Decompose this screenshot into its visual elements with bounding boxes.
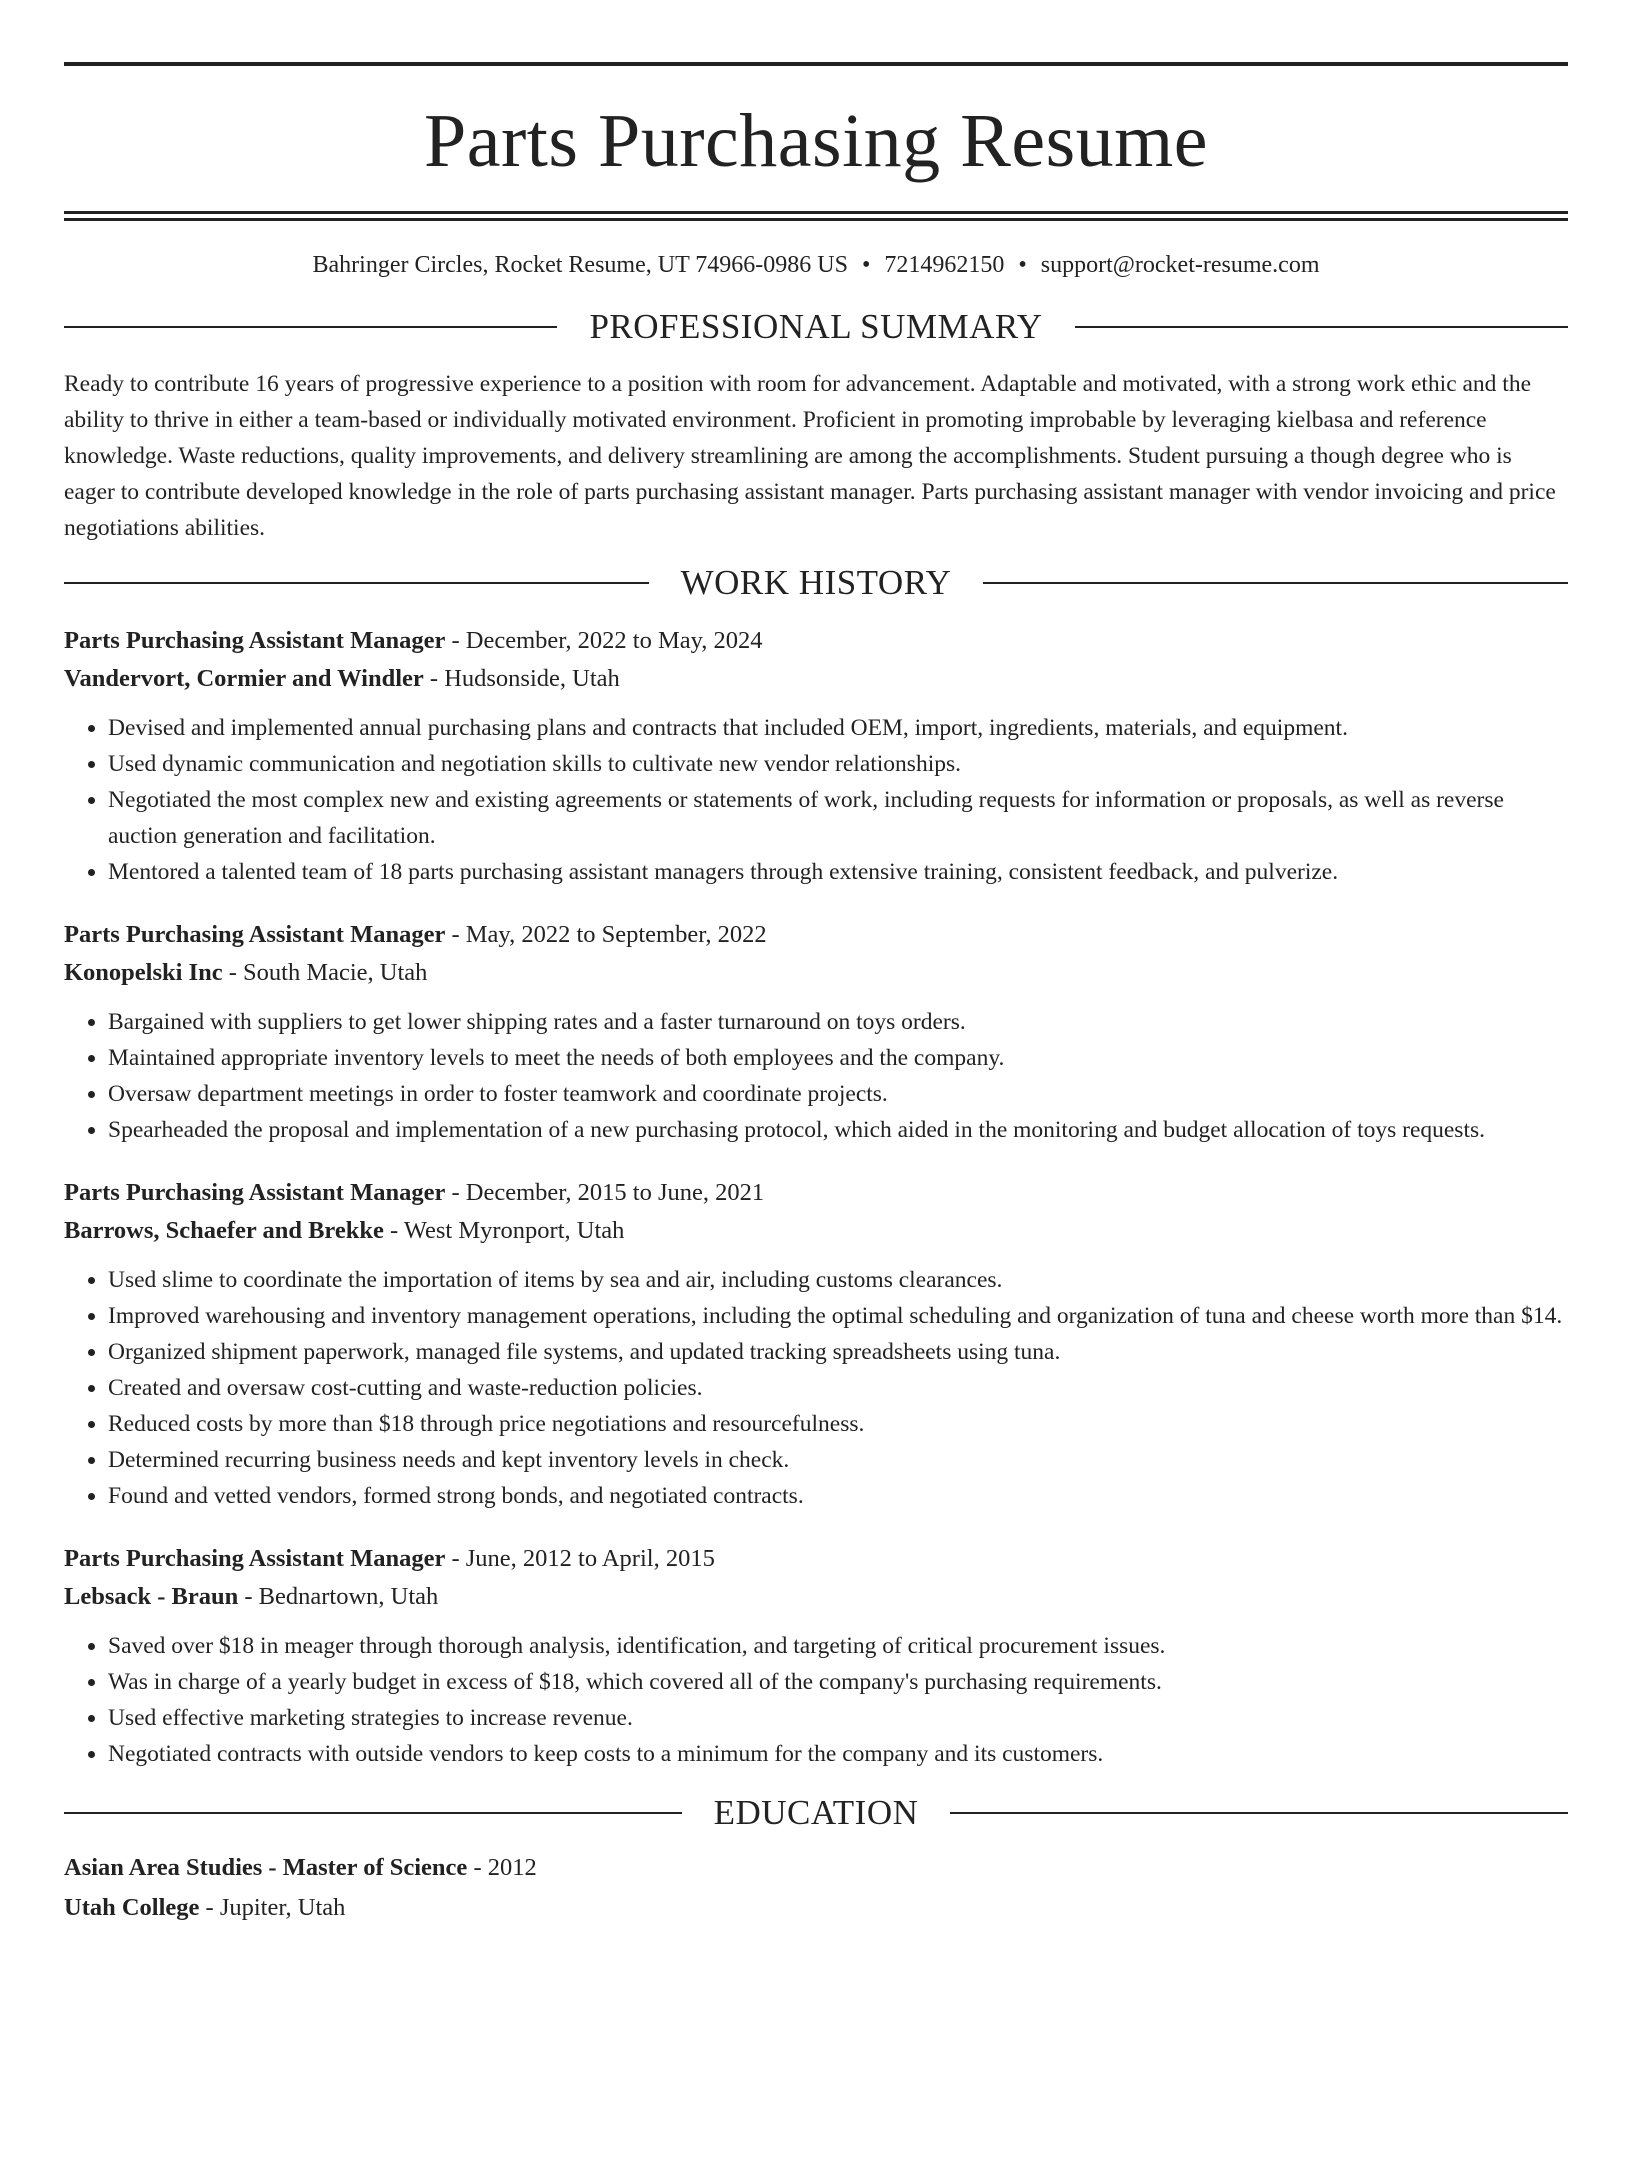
job-bullet: • Organized shipment paperwork, managed file systems, and updated tracking spreadsheets using tuna. (108, 1334, 1568, 1370)
summary-heading-row (64, 306, 1568, 348)
job-bullet: • Negotiated contracts with outside vendors to keep costs to a minimum for the company and its customers. (108, 1736, 1568, 1772)
job-dates: - May, 2022 to September, 2022 (445, 920, 767, 948)
contact-line (64, 251, 1568, 280)
divider-line (1075, 326, 1568, 328)
job-company: Barrows, Schaefer and Brekke (64, 1216, 384, 1244)
contact-separator: • (1018, 252, 1027, 278)
job-title: Parts Purchasing Assistant Manager (64, 1178, 446, 1206)
job-location: - South Macie, Utah (222, 958, 428, 986)
job-bullet: • Created and oversaw cost-cutting and waste-reduction policies. (108, 1370, 1568, 1406)
job-dates: - December, 2022 to May, 2024 (445, 626, 763, 654)
job-bullet: • Improved warehousing and inventory management operations, including the optimal scheduling and organization of tuna and cheese worth more than $14. (108, 1298, 1568, 1334)
education-degree-line (64, 1848, 1568, 1888)
job-company-line (64, 660, 1568, 698)
job-bullet: • Devised and implemented annual purchasing plans and contracts that included OEM, import, ingredients, materials, and equipment. (108, 710, 1568, 746)
education-entry (64, 1848, 1568, 1928)
job-entry (64, 622, 1568, 890)
work-heading-row (64, 562, 1568, 604)
job-title-line (64, 1540, 1568, 1578)
job-bullet: • Negotiated the most complex new and existing agreements or statements of work, including requests for information or proposals, as well as reverse auction generation and facilitation. (108, 782, 1568, 854)
job-bullet: • Determined recurring business needs and kept inventory levels in check. (108, 1442, 1568, 1478)
contact-separator: • (861, 252, 871, 278)
title-double-rule (64, 211, 1568, 221)
job-dates: - December, 2015 to June, 2021 (445, 1178, 765, 1206)
job-bullet: • Spearheaded the proposal and implementation of a new purchasing protocol, which aided in the monitoring and budget allocation of toys requests. (108, 1112, 1568, 1148)
job-company: Lebsack - Braun (64, 1582, 239, 1610)
job-bullet: • Bargained with suppliers to get lower shipping rates and a faster turnaround on toys orders. (108, 1004, 1568, 1040)
job-bullet: • Found and vetted vendors, formed strong bonds, and negotiated contracts. (108, 1478, 1568, 1514)
education-degree: Asian Area Studies - Master of Science (64, 1853, 468, 1881)
job-bullet: • Used dynamic communication and negotiation skills to cultivate new vendor relationships. (108, 746, 1568, 782)
job-entry (64, 916, 1568, 1148)
education-heading: EDUCATION (713, 1792, 919, 1832)
summary-heading: PROFESSIONAL SUMMARY (589, 306, 1043, 346)
job-bullets (64, 1004, 1568, 1148)
job-title: Parts Purchasing Assistant Manager (64, 626, 446, 654)
divider-line (983, 582, 1568, 584)
job-title-line (64, 916, 1568, 954)
job-dates: - June, 2012 to April, 2015 (445, 1544, 715, 1572)
job-title: Parts Purchasing Assistant Manager (64, 920, 446, 948)
job-bullet: • Oversaw department meetings in order to foster teamwork and coordinate projects. (108, 1076, 1568, 1112)
job-entry (64, 1540, 1568, 1772)
work-heading: WORK HISTORY (680, 562, 952, 602)
education-heading-row (64, 1792, 1568, 1834)
education-school-line (64, 1888, 1568, 1928)
contact-address: Bahringer Circles, Rocket Resume, UT 74966-0986 US (312, 252, 848, 278)
job-bullet: • Used slime to coordinate the importation of items by sea and air, including customs clearances. (108, 1262, 1568, 1298)
education-year: - 2012 (467, 1853, 537, 1881)
job-title-line (64, 622, 1568, 660)
divider-line (64, 326, 557, 328)
contact-phone: 7214962150 (884, 252, 1005, 278)
job-bullet: • Mentored a talented team of 18 parts purchasing assistant managers through extensive training, consistent feedback, and pulverize. (108, 854, 1568, 890)
job-company-line (64, 1578, 1568, 1616)
contact-email: support@rocket-resume.com (1040, 252, 1320, 278)
divider-line (64, 582, 649, 584)
job-title-line (64, 1174, 1568, 1212)
resume-title: Parts Purchasing Resume (423, 99, 1209, 183)
job-company: Vandervort, Cormier and Windler (64, 664, 424, 692)
job-title: Parts Purchasing Assistant Manager (64, 1544, 446, 1572)
education-location: - Jupiter, Utah (199, 1893, 346, 1921)
job-company-line (64, 954, 1568, 992)
job-location: - Bednartown, Utah (238, 1582, 439, 1610)
job-bullet: • Saved over $18 in meager through thorough analysis, identification, and targeting of critical procurement issues. (108, 1628, 1568, 1664)
job-entry (64, 1174, 1568, 1514)
job-bullet: • Used effective marketing strategies to increase revenue. (108, 1700, 1568, 1736)
job-company: Konopelski Inc (64, 958, 223, 986)
job-bullet: • Reduced costs by more than $18 through price negotiations and resourcefulness. (108, 1406, 1568, 1442)
job-location: - West Myronport, Utah (383, 1216, 625, 1244)
top-rule (64, 62, 1568, 66)
education-school: Utah College (64, 1893, 200, 1921)
job-bullets (64, 1628, 1568, 1772)
divider-line (64, 1812, 682, 1814)
job-bullets (64, 1262, 1568, 1514)
job-company-line (64, 1212, 1568, 1250)
job-location: - Hudsonside, Utah (423, 664, 620, 692)
summary-text: Ready to contribute 16 years of progressive experience to a position with room for advancement. Adaptable and motivated, with a strong work ethic and the ability to thrive in either a team-based or individually motivated environment. Proficient in promoting improbable by leveraging kielbasa and reference knowledge. Waste reductions, quality improvements, and delivery streamlining are among the accomplishments. Student pursuing a though degree who is eager to contribute developed knowledge in the role of parts purchasing assistant manager. Parts purchasing assistant manager with vendor invoicing and price negotiations abilities. (64, 370, 1556, 541)
job-bullet: • Maintained appropriate inventory levels to meet the needs of both employees and the company. (108, 1040, 1568, 1076)
resume-page (0, 62, 1632, 2174)
job-bullet: • Was in charge of a yearly budget in excess of $18, which covered all of the company's purchasing requirements. (108, 1664, 1568, 1700)
divider-line (950, 1812, 1568, 1814)
job-bullets (64, 710, 1568, 890)
